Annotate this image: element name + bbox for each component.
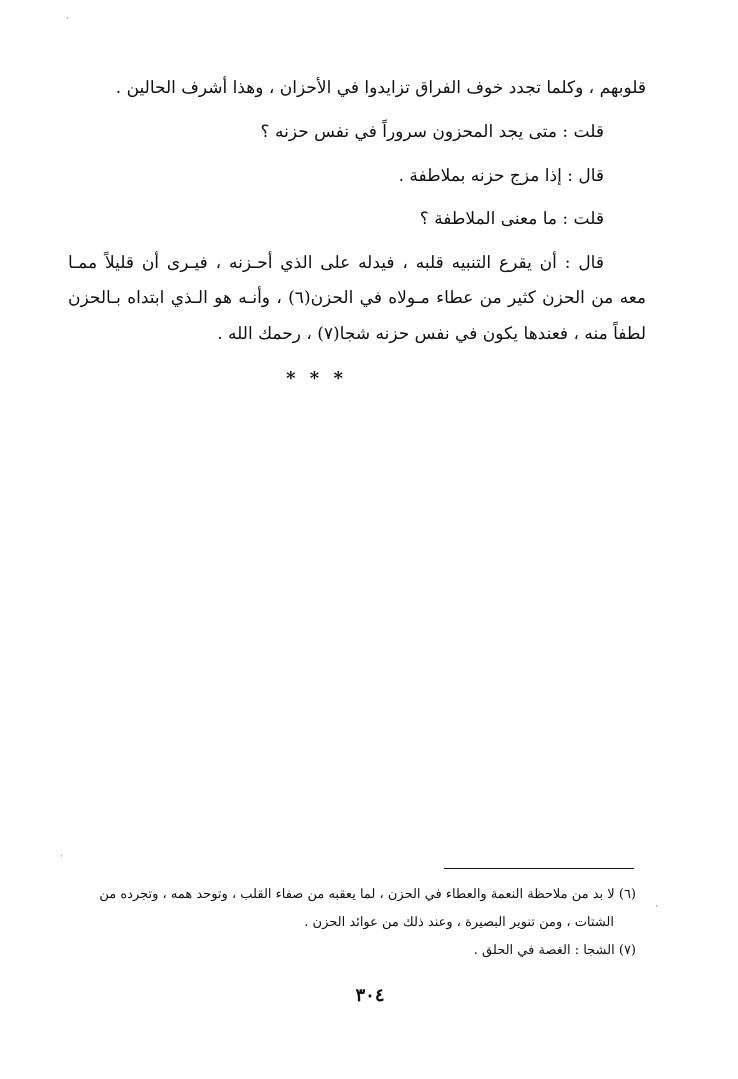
- footnote-divider: [444, 868, 634, 869]
- scan-speck: ·: [66, 14, 69, 24]
- body-line-4: قلت : ما معنى الملاطفة ؟: [419, 209, 604, 229]
- footnote-7: (٧) الشجا : الغصة في الحلق .: [473, 943, 636, 958]
- body-line-7: لطفاً منه ، فعندها يكون في نفس حزنه شجا(٧) ، رحمك الله .: [217, 324, 646, 344]
- footnote-6-line-2: الشتات ، ومن تنوير البصيرة ، وعند ذلك من عوائد الحزن .: [304, 915, 614, 930]
- page-number: ٣٠٤: [355, 985, 385, 1006]
- section-separator: * * *: [286, 368, 347, 389]
- scan-speck: ·: [655, 902, 658, 912]
- body-line-6: معه من الحزن كثير من عطاء مـولاه في الحزن(٦) ، وأنـه هو الـذي ابتداه بـالحزن: [68, 288, 646, 308]
- body-line-3: قال : إذا مزج حزنه بملاطفة .: [398, 166, 604, 186]
- body-line-5: قال : أن يقرع التنبيه قلبه ، فيدله على الذي أحـزنه ، فيـرى أن قليلاً ممـا: [68, 253, 604, 273]
- body-line-1: قلوبهم ، وكلما تجدد خوف الفراق تزايدوا في الأحزان ، وهذا أشرف الحالين .: [115, 78, 646, 98]
- body-line-2: قلت : متى يجد المحزون سروراً في نفس حزنه ؟: [260, 122, 604, 142]
- scan-speck: ·: [60, 852, 63, 862]
- footnote-6-line-1: (٦) لا بد من ملاحظة النعمة والعطاء في الحزن ، لما يعقبه من صفاء القلب ، وتوحد همه ، وتجرده من: [99, 887, 636, 902]
